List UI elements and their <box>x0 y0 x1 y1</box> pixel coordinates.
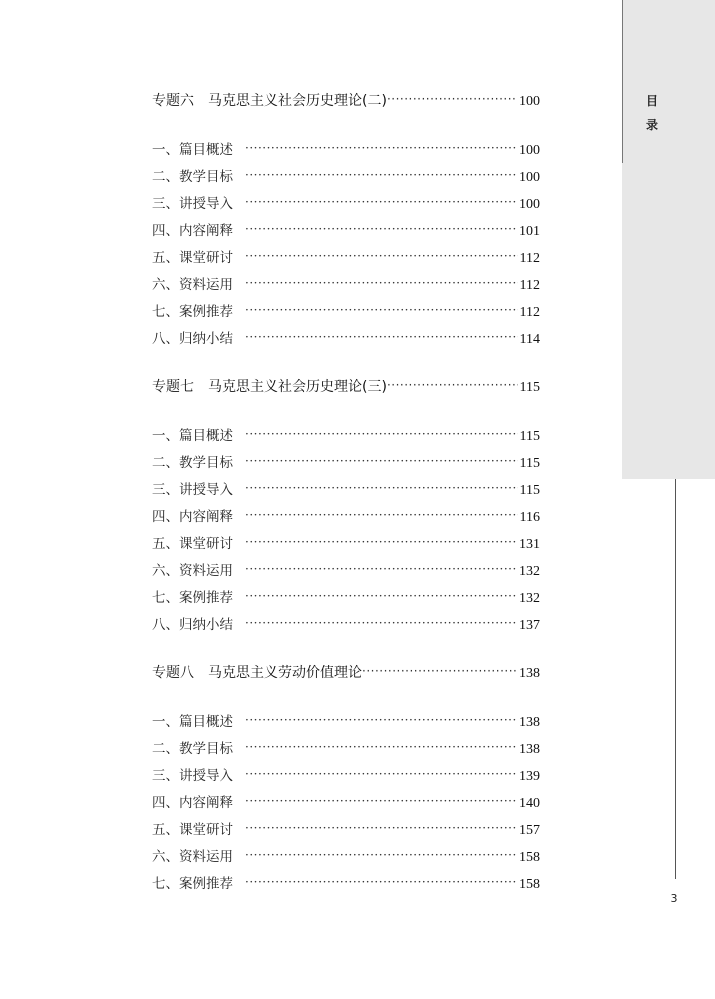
toc-entry[interactable] <box>152 505 540 532</box>
entry-page: 137 <box>519 618 540 633</box>
side-label-mu: 目 <box>645 94 658 108</box>
toc-entry[interactable] <box>152 872 540 899</box>
toc-entry[interactable] <box>152 818 540 845</box>
entry-label: 五、课堂研讨 <box>152 536 233 552</box>
entry-page: 112 <box>519 278 540 293</box>
leader-dots <box>245 848 517 862</box>
entry-label: 四、内容阐释 <box>152 795 233 811</box>
entry-page: 100 <box>519 170 540 185</box>
toc-entry[interactable] <box>152 559 540 586</box>
entry-label: 二、教学目标 <box>152 169 233 185</box>
leader-dots <box>245 589 517 603</box>
entry-page: 115 <box>519 429 540 444</box>
leader-dots <box>245 195 517 209</box>
entry-page: 100 <box>519 197 540 212</box>
chapter-title: 马克思主义社会历史理论(三) <box>208 379 387 395</box>
leader-dots <box>245 794 517 808</box>
entry-label: 八、归纳小结 <box>152 617 233 633</box>
toc-entry[interactable] <box>152 737 540 764</box>
entry-page: 116 <box>519 510 540 525</box>
toc-entry[interactable] <box>152 710 540 737</box>
side-label-lu: 录 <box>645 118 658 132</box>
leader-dots <box>245 875 517 889</box>
entry-label: 八、归纳小结 <box>152 331 233 347</box>
leader-dots <box>245 508 518 522</box>
side-rule <box>675 479 676 879</box>
toc-entry[interactable] <box>152 192 540 219</box>
leader-dots <box>245 713 517 727</box>
entry-label: 三、讲授导入 <box>152 196 233 212</box>
chapter-6 <box>152 90 540 354</box>
toc-entry[interactable] <box>152 613 540 640</box>
entry-page: 138 <box>519 715 540 730</box>
entry-page: 101 <box>519 224 540 239</box>
entry-label: 四、内容阐释 <box>152 509 233 525</box>
leader-dots <box>245 249 518 263</box>
entry-page: 131 <box>519 537 540 552</box>
entry-page: 157 <box>519 823 540 838</box>
entry-label: 七、案例推荐 <box>152 590 233 606</box>
chapter-7 <box>152 376 540 640</box>
toc-entry[interactable] <box>152 165 540 192</box>
entry-label: 五、课堂研讨 <box>152 822 233 838</box>
entry-label: 七、案例推荐 <box>152 876 233 892</box>
toc-entry[interactable] <box>152 219 540 246</box>
page-number: 3 <box>670 892 678 905</box>
entry-label: 六、资料运用 <box>152 563 233 579</box>
toc-entry[interactable] <box>152 764 540 791</box>
leader-dots <box>245 303 518 317</box>
toc-entry[interactable] <box>152 478 540 505</box>
table-of-contents <box>152 90 540 899</box>
toc-entry[interactable] <box>152 424 540 451</box>
entry-label: 四、内容阐释 <box>152 223 233 239</box>
entry-page: 100 <box>519 143 540 158</box>
leader-dots <box>245 616 517 630</box>
chapter-page: 115 <box>519 380 540 395</box>
entry-label: 一、篇目概述 <box>152 142 233 158</box>
chapter-heading[interactable] <box>152 662 540 684</box>
chapter-number: 专题六 <box>152 93 194 109</box>
entry-label: 五、课堂研讨 <box>152 250 233 266</box>
chapter-page: 138 <box>519 666 540 681</box>
leader-dots <box>245 168 517 182</box>
toc-entry[interactable] <box>152 273 540 300</box>
leader-dots <box>245 562 517 576</box>
leader-dots <box>362 663 517 677</box>
leader-dots <box>245 454 518 468</box>
entry-label: 二、教学目标 <box>152 741 233 757</box>
chapter-page: 100 <box>519 94 540 109</box>
entry-page: 114 <box>519 332 540 347</box>
toc-entry[interactable] <box>152 138 540 165</box>
toc-entry[interactable] <box>152 246 540 273</box>
chapter-number: 专题八 <box>152 665 194 681</box>
chapter-number: 专题七 <box>152 379 194 395</box>
toc-entry[interactable] <box>152 532 540 559</box>
toc-entry[interactable] <box>152 791 540 818</box>
leader-dots <box>245 222 517 236</box>
entry-label: 三、讲授导入 <box>152 768 233 784</box>
leader-dots <box>245 276 518 290</box>
toc-entry[interactable] <box>152 451 540 478</box>
entry-page: 132 <box>519 591 540 606</box>
entry-label: 六、资料运用 <box>152 849 233 865</box>
toc-entry[interactable] <box>152 327 540 354</box>
leader-dots <box>245 821 517 835</box>
side-tab-edge <box>622 0 623 163</box>
entry-page: 115 <box>519 483 540 498</box>
chapter-heading[interactable] <box>152 376 540 398</box>
leader-dots <box>245 481 518 495</box>
entry-page: 115 <box>519 456 540 471</box>
leader-dots <box>245 330 518 344</box>
entry-page: 158 <box>519 850 540 865</box>
entry-label: 二、教学目标 <box>152 455 233 471</box>
leader-dots <box>245 535 517 549</box>
leader-dots <box>245 767 517 781</box>
chapter-title: 马克思主义社会历史理论(二) <box>208 93 387 109</box>
entry-page: 140 <box>519 796 540 811</box>
entry-page: 138 <box>519 742 540 757</box>
chapter-title: 马克思主义劳动价值理论 <box>208 665 362 681</box>
entry-page: 112 <box>519 305 540 320</box>
entry-label: 一、篇目概述 <box>152 714 233 730</box>
leader-dots <box>245 740 517 754</box>
toc-entry[interactable] <box>152 586 540 613</box>
chapter-heading[interactable] <box>152 90 540 112</box>
toc-entry[interactable] <box>152 300 540 327</box>
leader-dots <box>387 377 518 391</box>
entry-label: 六、资料运用 <box>152 277 233 293</box>
leader-dots <box>245 427 518 441</box>
side-tab <box>622 0 715 479</box>
chapter-8 <box>152 662 540 899</box>
entry-page: 112 <box>519 251 540 266</box>
leader-dots <box>245 141 517 155</box>
entry-label: 一、篇目概述 <box>152 428 233 444</box>
entry-page: 158 <box>519 877 540 892</box>
entry-label: 三、讲授导入 <box>152 482 233 498</box>
entry-label: 七、案例推荐 <box>152 304 233 320</box>
entry-page: 132 <box>519 564 540 579</box>
entry-page: 139 <box>519 769 540 784</box>
toc-entry[interactable] <box>152 845 540 872</box>
leader-dots <box>387 91 517 105</box>
